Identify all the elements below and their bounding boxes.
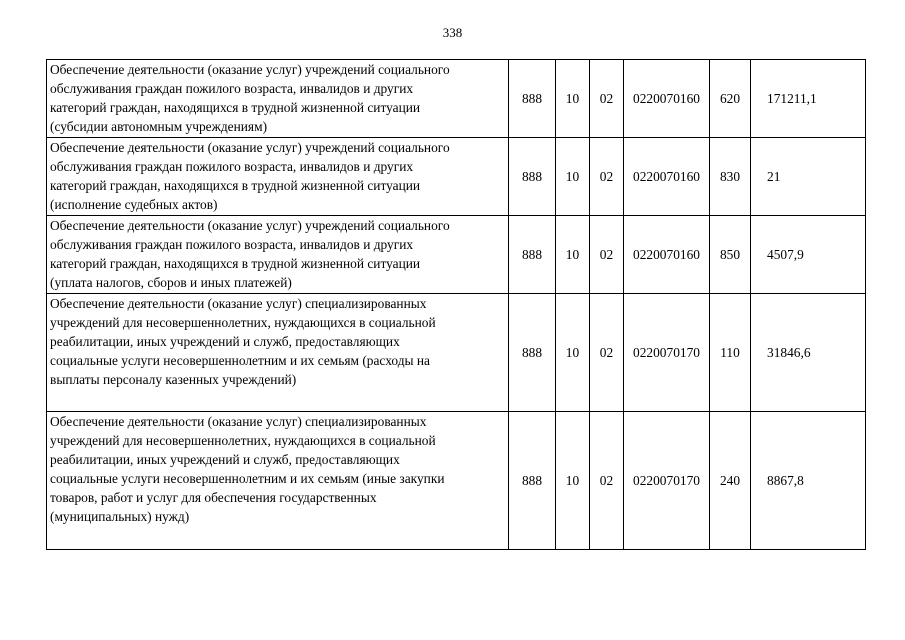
- row-description: [47, 60, 509, 138]
- description-line: Обеспечение деятельности (оказание услуг) учреждений социального: [50, 140, 450, 155]
- description-line: товаров, работ и услуг для обеспечения государственных: [50, 490, 377, 505]
- row-description: [47, 412, 509, 550]
- expense-type-code: 240: [710, 412, 751, 550]
- section-code: 10: [556, 216, 590, 294]
- description-line: реабилитации, иных учреждений и служб, предоставляющих: [50, 334, 400, 349]
- subsection-code: 02: [590, 216, 624, 294]
- ved-code: 888: [509, 294, 556, 412]
- description-line: Обеспечение деятельности (оказание услуг) специализированных: [50, 414, 427, 429]
- row-description: [47, 294, 509, 412]
- row-description: [47, 216, 509, 294]
- budget-table: [46, 59, 866, 550]
- description-line: категорий граждан, находящихся в трудной жизненной ситуации: [50, 100, 421, 115]
- ved-code: 888: [509, 412, 556, 550]
- subsection-code: 02: [590, 412, 624, 550]
- amount: 21: [751, 138, 866, 216]
- description-line: обслуживания граждан пожилого возраста, инвалидов и других: [50, 237, 414, 252]
- amount: 4507,9: [751, 216, 866, 294]
- amount: 8867,8: [751, 412, 866, 550]
- target-article-code: 0220070170: [624, 294, 710, 412]
- description-line: (исполнение судебных актов): [50, 197, 218, 212]
- description-line: социальные услуги несовершеннолетним и их семьям (иные закупки: [50, 471, 445, 486]
- description-line: Обеспечение деятельности (оказание услуг) учреждений социального: [50, 62, 450, 77]
- table-row: [47, 60, 866, 138]
- subsection-code: 02: [590, 294, 624, 412]
- subsection-code: 02: [590, 60, 624, 138]
- description-line: учреждений для несовершеннолетних, нуждающихся в социальной: [50, 315, 436, 330]
- ved-code: 888: [509, 138, 556, 216]
- ved-code: 888: [509, 60, 556, 138]
- description-line: (уплата налогов, сборов и иных платежей): [50, 275, 292, 290]
- description-line: обслуживания граждан пожилого возраста, инвалидов и других: [50, 159, 414, 174]
- description-line: категорий граждан, находящихся в трудной жизненной ситуации: [50, 178, 421, 193]
- table-row: [47, 294, 866, 412]
- expense-type-code: 850: [710, 216, 751, 294]
- target-article-code: 0220070160: [624, 216, 710, 294]
- table-row: [47, 138, 866, 216]
- row-description: [47, 138, 509, 216]
- description-line: (субсидии автономным учреждениям): [50, 119, 268, 134]
- section-code: 10: [556, 138, 590, 216]
- target-article-code: 0220070170: [624, 412, 710, 550]
- description-line: Обеспечение деятельности (оказание услуг) специализированных: [50, 296, 427, 311]
- page-number: 338: [442, 25, 463, 40]
- target-article-code: 0220070160: [624, 138, 710, 216]
- expense-type-code: 620: [710, 60, 751, 138]
- expense-type-code: 110: [710, 294, 751, 412]
- description-line: социальные услуги несовершеннолетним и их семьям (расходы на: [50, 353, 430, 368]
- description-line: учреждений для несовершеннолетних, нуждающихся в социальной: [50, 433, 436, 448]
- ved-code: 888: [509, 216, 556, 294]
- subsection-code: 02: [590, 138, 624, 216]
- amount: 31846,6: [751, 294, 866, 412]
- description-line: обслуживания граждан пожилого возраста, инвалидов и других: [50, 81, 414, 96]
- description-line: реабилитации, иных учреждений и служб, предоставляющих: [50, 452, 400, 467]
- section-code: 10: [556, 294, 590, 412]
- description-line: (муниципальных) нужд): [50, 509, 190, 524]
- section-code: 10: [556, 60, 590, 138]
- amount: 171211,1: [751, 60, 866, 138]
- description-line: выплаты персоналу казенных учреждений): [50, 372, 297, 387]
- target-article-code: 0220070160: [624, 60, 710, 138]
- table-row: [47, 216, 866, 294]
- description-line: Обеспечение деятельности (оказание услуг) учреждений социального: [50, 218, 450, 233]
- table-row: [47, 412, 866, 550]
- expense-type-code: 830: [710, 138, 751, 216]
- section-code: 10: [556, 412, 590, 550]
- description-line: категорий граждан, находящихся в трудной жизненной ситуации: [50, 256, 421, 271]
